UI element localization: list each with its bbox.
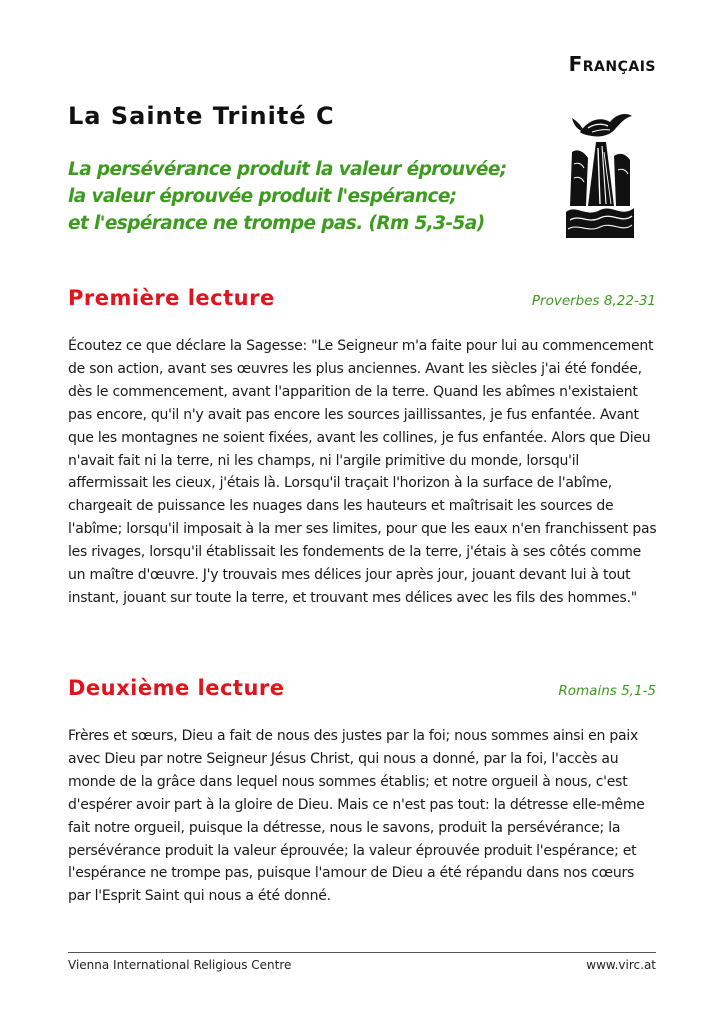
footer-website: www.virc.at (586, 958, 656, 972)
reading-text: Frères et sœurs, Dieu a fait de nous des justes par la foi; nous sommes ainsi en paix avec Dieu par notre Seigneur Jésus Christ, qui nous a donné, par la foi, l'accès au monde de la grâce dans lequel nous sommes établis; et notre orgueil à nous, c'est d'espérer avoir part à la gloire de Dieu. Mais ce n'est pas tout: la détresse elle-même fait notre orgueil, puisque la détresse, nous le savons, produit la persévérance; la persévérance produit la valeur éprouvée; la valeur éprouvée produit l'espérance; et l'espérance ne trompe pas, puisque l'amour de Dieu a été répandu dans nos cœurs par l'Esprit Saint qui nous a été donné. (68, 728, 645, 905)
motto-line: la valeur éprouvée produit l'espérance; (68, 186, 457, 207)
dove-over-waters-woodcut-icon (566, 108, 634, 238)
language-label: Français (568, 52, 656, 76)
motto-line: et l'espérance ne trompe pas. (Rm 5,3-5a) (68, 213, 485, 234)
bible-reference: Proverbes 8,22-31 (531, 293, 656, 309)
motto-quote (68, 156, 538, 237)
section-title: Deuxième lecture (68, 676, 285, 700)
footer-organization: Vienna International Religious Centre (68, 958, 292, 972)
section-header (68, 286, 656, 310)
page-title: La Sainte Trinité C (68, 102, 335, 130)
motto-line: La persévérance produit la valeur éprouvée; (68, 159, 507, 180)
section-title: Première lecture (68, 286, 275, 310)
reading-text: Écoutez ce que déclare la Sagesse: "Le Seigneur m'a faite pour lui au commencement de son action, avant ses œuvres les plus anciennes. Avant les siècles j'ai été fondée, dès le commencement, avant l'apparition de la terre. Quand les abîmes n'existaient pas encore, qu'il n'y avait pas encore les sources jaillissantes, je fus enfantée. Avant que les montagnes ne soient fixées, avant les collines, je fus enfantée. Alors que Dieu n'avait fait ni la terre, ni les champs, ni l'argile primitive du monde, lorsqu'il affermissait les cieux, j'étais là. Lorsqu'il traçait l'horizon à la surface de l'abîme, chargeait de puissance les nuages dans les hauteurs et maîtrisait les sources de l'abîme; lorsqu'il imposait à la mer ses limites, pour que les eaux n'en franchissent pas les rivages, lorsqu'il établissait les fondements de la terre, j'étais à ses côtés comme un maître d'œuvre. J'y trouvais mes délices jour après jour, jouant devant lui à tout instant, jouant sur toute la terre, et trouvant mes délices avec les fils des hommes." (68, 338, 657, 606)
bible-reference: Romains 5,1-5 (558, 683, 656, 699)
footer-divider (68, 952, 656, 953)
section-header (68, 676, 656, 700)
